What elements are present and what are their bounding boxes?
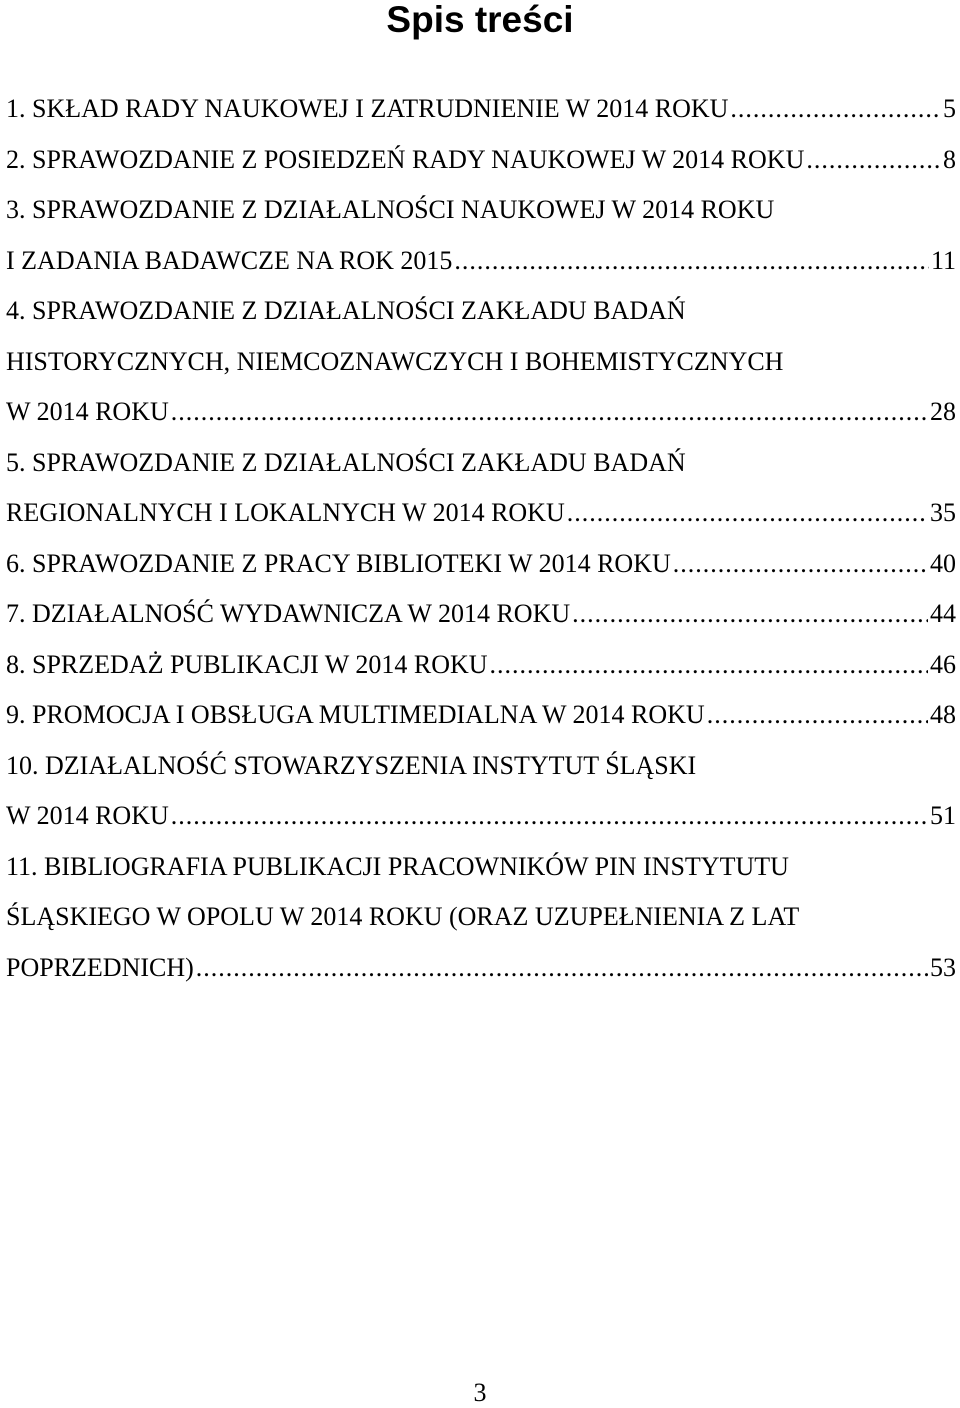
toc-entry-line [6,337,956,388]
toc-entry-line [6,387,956,438]
toc-entry-line [6,84,956,135]
toc-page-number: 46 [930,649,956,679]
toc-dot-leader [707,690,928,741]
toc-entry-text: 7. DZIAŁALNOŚĆ WYDAWNICZA W 2014 ROKU [6,599,571,628]
toc-entry-line [6,842,956,893]
toc-entry-line [6,791,956,842]
toc-entry-line [6,236,956,287]
toc-entry-text: 9. PROMOCJA I OBSŁUGA MULTIMEDIALNA W 2014 ROKU [6,700,705,729]
toc-entry-text: 11. BIBLIOGRAFIA PUBLIKACJI PRACOWNIKÓW PIN INSTYTUTU [6,851,789,881]
toc-entry-line [6,135,956,186]
toc-dot-leader [567,488,928,539]
toc-entry-text: W 2014 ROKU [6,397,169,426]
toc-entry-text: W 2014 ROKU [6,801,169,830]
toc-entry-line [6,690,956,741]
toc-dot-leader [673,539,928,590]
toc-entry-line [6,943,956,994]
toc-page-number: 53 [930,952,956,982]
toc-entry-text: 8. SPRZEDAŻ PUBLIKACJI W 2014 ROKU [6,649,488,679]
toc-entry-text: 1. SKŁAD RADY NAUKOWEJ I ZATRUDNIENIE W 2014 ROKU [6,94,729,123]
toc-page-number: 11 [930,245,956,275]
toc-entry-line [6,488,956,539]
toc-dot-leader [730,84,941,135]
toc-entry-text: 2. SPRAWOZDANIE Z POSIEDZEŃ RADY NAUKOWEJ W 2014 ROKU [6,144,805,174]
toc-entry-line [6,185,956,236]
toc-entry-text: 5. SPRAWOZDANIE Z DZIAŁALNOŚCI ZAKŁADU BADAŃ [6,447,686,477]
toc-dot-leader [171,791,928,842]
toc-dot-leader [196,943,928,994]
page-title: Spis treści [386,0,574,40]
table-of-contents [6,84,956,993]
toc-entry-text: POPRZEDNICH) [6,952,194,982]
toc-entry-text: REGIONALNYCH I LOKALNYCH W 2014 ROKU [6,498,565,527]
toc-entry-text: 6. SPRAWOZDANIE Z PRACY BIBLIOTEKI W 2014 ROKU [6,548,671,578]
toc-entry-text: 10. DZIAŁALNOŚĆ STOWARZYSZENIA INSTYTUT ŚLĄSKI [6,750,697,780]
toc-entry-text: 4. SPRAWOZDANIE Z DZIAŁALNOŚCI ZAKŁADU BADAŃ [6,296,686,325]
toc-entry-line [6,589,956,640]
toc-page-number: 35 [930,498,956,527]
toc-dot-leader [454,236,929,287]
toc-entry-line [6,286,956,337]
toc-entry-line [6,438,956,489]
toc-page-number: 48 [930,700,956,729]
toc-entry-text: 3. SPRAWOZDANIE Z DZIAŁALNOŚCI NAUKOWEJ W 2014 ROKU [6,195,775,224]
toc-page-number: 44 [930,599,956,628]
toc-page-number: 51 [930,801,956,830]
page-number: 3 [473,1378,487,1407]
toc-entry-text: ŚLĄSKIEGO W OPOLU W 2014 ROKU (ORAZ UZUPEŁNIENIA Z LAT [6,902,800,931]
toc-entry-line [6,741,956,792]
toc-entry-line [6,640,956,691]
toc-entry-line [6,539,956,590]
toc-page-number: 5 [943,94,956,123]
toc-page-number: 40 [930,548,956,578]
toc-dot-leader [490,640,928,691]
toc-dot-leader [806,135,941,186]
toc-entry-text: HISTORYCZNYCH, NIEMCOZNAWCZYCH I BOHEMISTYCZNYCH [6,346,784,376]
toc-page-number: 28 [930,397,956,426]
toc-entry-line [6,892,956,943]
toc-dot-leader [171,387,928,438]
toc-entry-text: I ZADANIA BADAWCZE NA ROK 2015 [6,245,453,275]
toc-page-number: 8 [943,144,956,174]
toc-dot-leader [572,589,928,640]
